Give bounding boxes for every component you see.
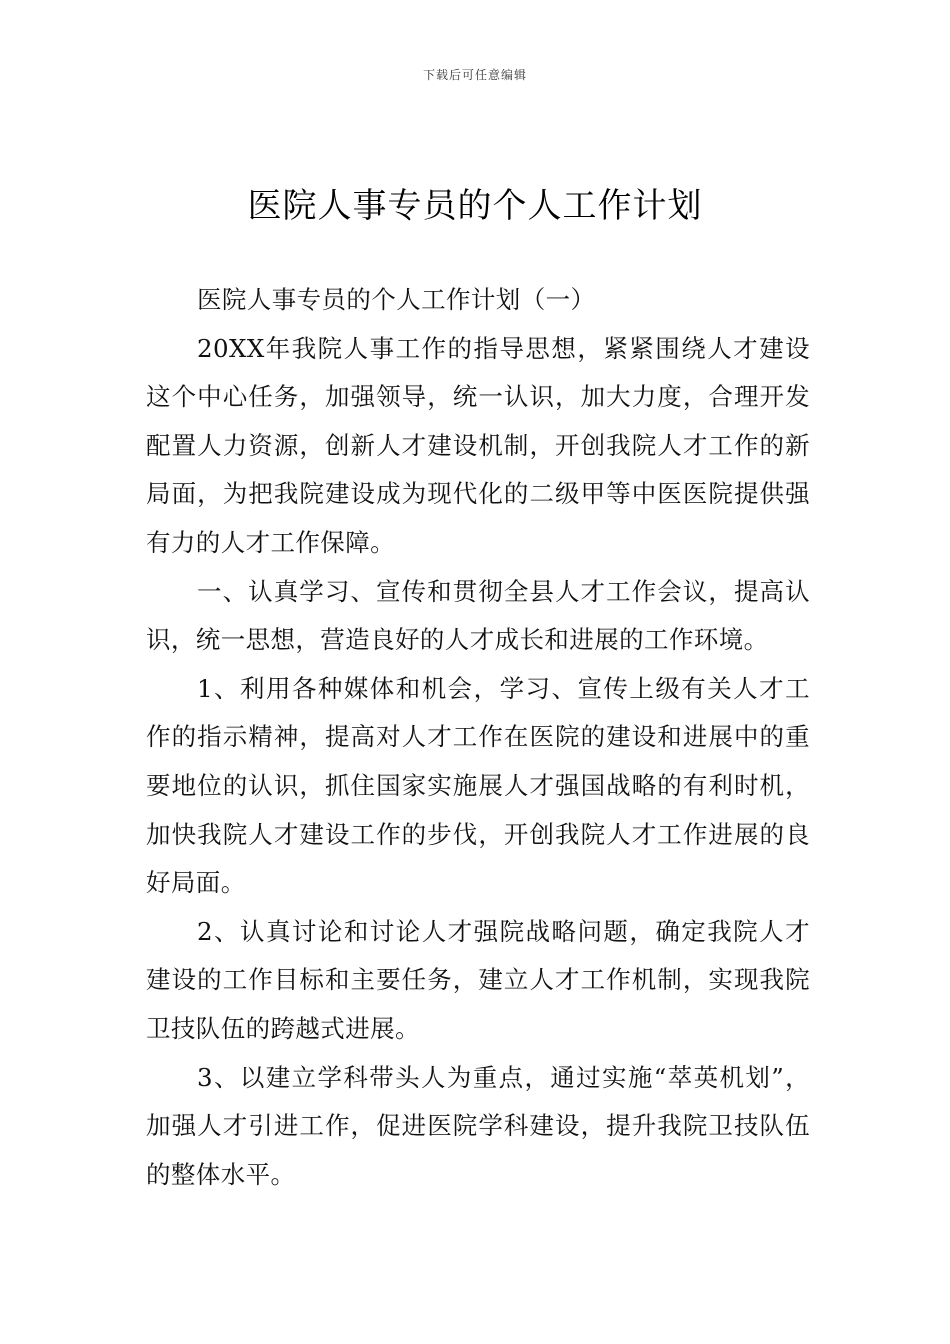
paragraph-item-2: 2、认真讨论和讨论人才强院战略问题，确定我院人才建设的工作目标和主要任务，建立人才工作机制，实现我院卫技队伍的跨越式进展。	[146, 916, 810, 1043]
section-subtitle: 医院人事专员的个人工作计划（一）	[197, 285, 596, 314]
document-title: 医院人事专员的个人工作计划	[247, 186, 703, 226]
paragraph-section-one: 一、认真学习、宣传和贯彻全县人才工作会议，提高认识，统一思想，营造良好的人才成长和进展的工作环境。	[146, 576, 810, 655]
paragraph-item-1: 1、利用各种媒体和机会，学习、宣传上级有关人才工作的指示精神，提高对人才工作在医院的建设和进展中的重要地位的认识，抓住国家实施展人才强国战略的有利时机，加快我院人才建设工作的步伐，开创我院人才工作进展的良好局面。	[146, 673, 810, 898]
paragraph-intro: 20XX年我院人事工作的指导思想，紧紧围绕人才建设这个中心任务，加强领导，统一认识，加大力度，合理开发配置人力资源，创新人才建设机制，开创我院人才工作的新局面，为把我院建设成为现代化的二级甲等中医医院提供强有力的人才工作保障。	[146, 333, 810, 557]
paragraph-item-3: 3、以建立学科带头人为重点，通过实施“萃英机划”，加强人才引进工作，促进医院学科建设，提升我院卫技队伍的整体水平。	[146, 1062, 810, 1189]
header-note: 下载后可任意编辑	[422, 68, 527, 82]
document-body	[146, 276, 810, 1199]
